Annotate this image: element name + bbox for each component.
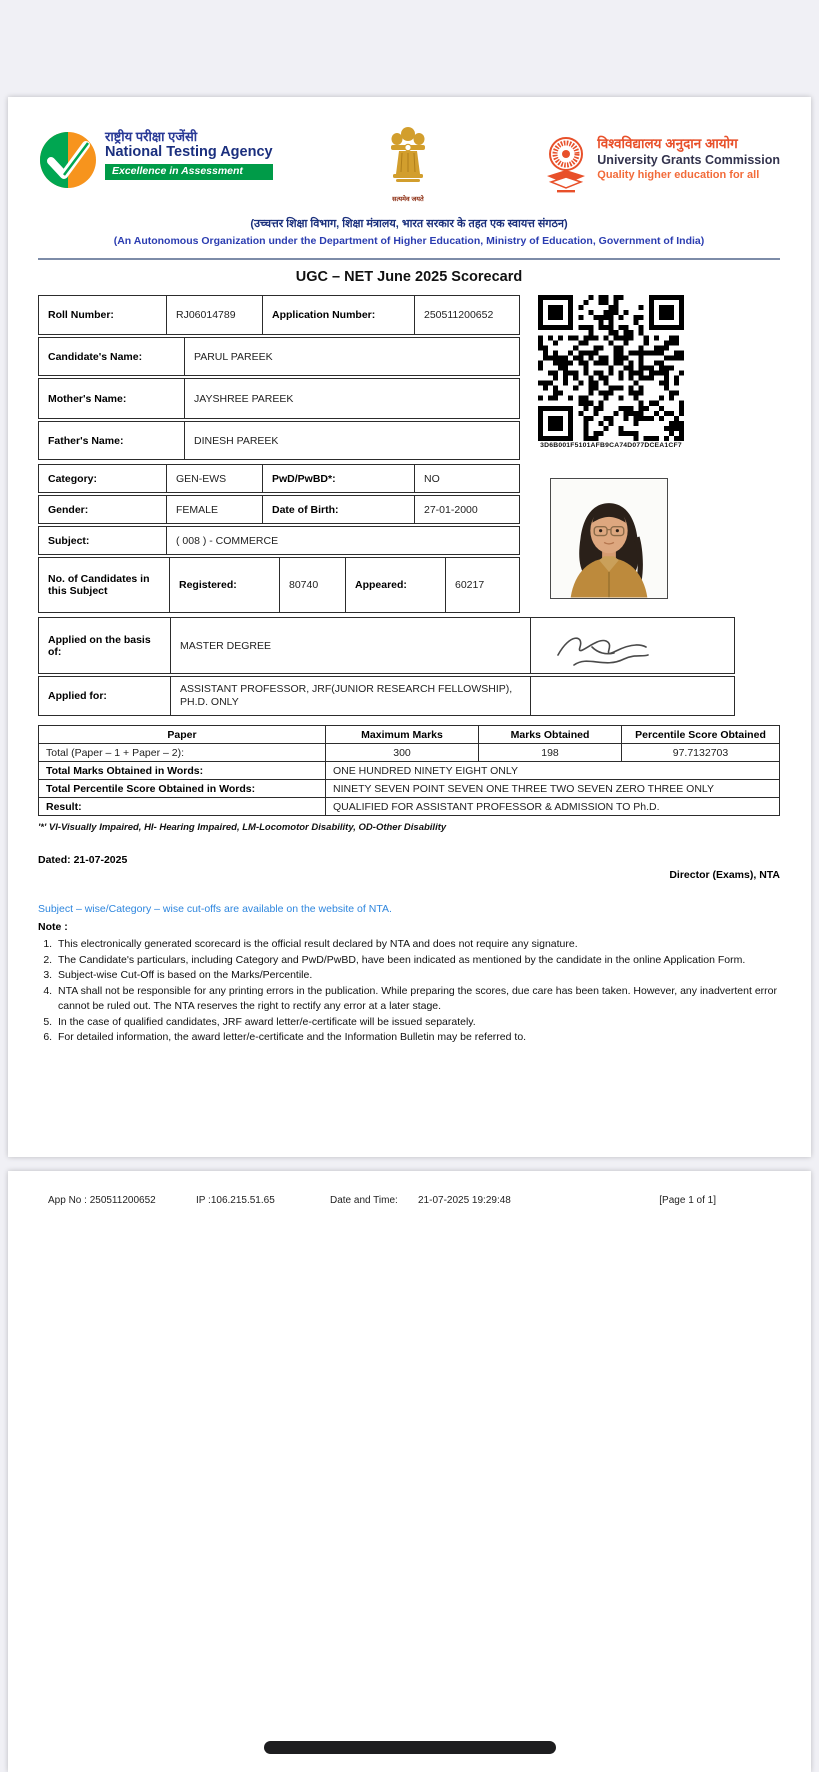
category-label: Category: — [48, 472, 98, 485]
list-item: 3. Subject-wise Cut-Off is based on the Marks/Percentile. — [55, 968, 777, 984]
percentile-words-label: Total Percentile Score Obtained in Words: — [39, 780, 326, 798]
roll-number-label: Roll Number: — [48, 309, 114, 321]
candidate-signature — [540, 625, 666, 679]
table-row — [38, 495, 520, 524]
marks-obtained-header: Marks Obtained — [479, 726, 622, 744]
father-name-label: Father's Name: — [48, 434, 124, 447]
org-line-english: (An Autonomous Organization under the Department of Higher Education, Ministry of Education, Government of India) — [113, 235, 705, 247]
percentile-words-row — [39, 780, 780, 798]
candidate-photo — [550, 478, 668, 599]
subject-label: Subject: — [48, 534, 90, 547]
emblem-caption: सत्यमेव जयते — [392, 196, 424, 203]
total-marks-words-value: ONE HUNDRED NINETY EIGHT ONLY — [326, 762, 780, 780]
maximum-marks-value: 300 — [326, 744, 479, 762]
ugc-name-english: University Grants Commission — [597, 152, 780, 167]
marks-table — [38, 725, 780, 816]
table-row — [38, 295, 520, 335]
roll-number-value: RJ06014789 — [166, 296, 262, 334]
dob-value: 27-01-2000 — [414, 496, 519, 523]
percentile-header: Percentile Score Obtained — [622, 726, 780, 744]
india-emblem-block — [385, 126, 431, 203]
appeared-value: 60217 — [445, 558, 519, 612]
org-line-hindi: (उच्चत्तर शिक्षा विभाग, शिक्षा मंत्रालय, भारत सरकार के तहत एक स्वायत्त संगठन) — [250, 218, 568, 230]
applied-for-label: Applied for: — [48, 690, 107, 702]
maximum-marks-header: Maximum Marks — [326, 726, 479, 744]
ugc-logo-icon — [543, 136, 589, 199]
notes-list — [38, 937, 777, 1046]
document-header — [38, 130, 780, 206]
candidate-name-value: PARUL PAREEK — [184, 338, 519, 375]
pwd-value: NO — [414, 465, 519, 492]
table-row — [38, 421, 520, 460]
application-number-value: 250511200652 — [414, 296, 519, 334]
gender-value: FEMALE — [166, 496, 262, 523]
datetime-value: 21-07-2025 19:29:48 — [418, 1195, 511, 1206]
table-row — [38, 676, 735, 716]
list-item: 1. This electronically generated scorecard is the official result declared by NTA and does not require any signature. — [55, 937, 777, 953]
table-row — [38, 557, 520, 613]
scorecard-page — [8, 97, 811, 1157]
gender-label: Gender: — [48, 503, 89, 516]
nta-name-hindi: राष्ट्रीय परीक्षा एजेंसी — [105, 129, 198, 144]
list-item: 6. For detailed information, the award letter/e-certificate and the Information Bulletin may be referred to. — [55, 1030, 777, 1046]
nta-tagline: Excellence in Assessment — [105, 164, 273, 180]
ashoka-emblem-icon — [385, 126, 431, 193]
candidate-name-label: Candidate's Name: — [48, 350, 143, 363]
applied-basis-label: Applied on the basis of: — [48, 633, 151, 658]
result-label: Result: — [39, 798, 326, 816]
qr-caption: 3D6B001F5101AFB9CA74D077DCEA1CF7 — [540, 442, 682, 449]
marks-words-row — [39, 762, 780, 780]
paper-header: Paper — [39, 726, 326, 744]
table-row — [38, 526, 520, 555]
registered-label: Registered: — [169, 558, 279, 612]
qr-code-block — [535, 295, 687, 449]
marks-header-row — [39, 726, 780, 744]
ugc-name-hindi: विश्वविद्यालय अनुदान आयोग — [597, 136, 738, 151]
page-number: [Page 1 of 1] — [659, 1195, 716, 1206]
home-indicator[interactable] — [264, 1741, 556, 1754]
father-name-value: DINESH PAREEK — [184, 422, 519, 459]
marks-total-row — [39, 744, 780, 762]
dob-label: Date of Birth: — [262, 496, 414, 523]
director-signatory: Director (Exams), NTA — [669, 869, 780, 881]
total-paper-label: Total (Paper – 1 + Paper – 2): — [39, 744, 326, 762]
disability-footnote: '*' VI-Visually Impaired, HI- Hearing Impaired, LM-Locomotor Disability, OD-Other Disability — [38, 822, 447, 833]
appeared-label: Appeared: — [345, 558, 445, 612]
candidates-count-label: No. of Candidates in this Subject — [48, 573, 150, 597]
qr-code — [538, 295, 684, 441]
note-heading: Note : — [38, 921, 68, 933]
nta-name-english: National Testing Agency — [105, 143, 273, 160]
header-divider — [38, 258, 780, 260]
list-item: 5. In the case of qualified candidates, JRF award letter/e-certificate will be issued separately. — [55, 1015, 777, 1031]
list-item: 2. The Candidate's particulars, including Category and PwD/PwBD, have been indicated as mentioned by the candidate in the online Application Form. — [55, 953, 777, 969]
pwd-label: PwD/PwBD*: — [262, 465, 414, 492]
mother-name-label: Mother's Name: — [48, 392, 127, 405]
table-row — [38, 337, 520, 376]
cutoff-info-link[interactable]: Subject – wise/Category – wise cut-offs are available on the website of NTA. — [38, 903, 392, 915]
marks-obtained-value: 198 — [479, 744, 622, 762]
print-footer — [8, 1195, 811, 1235]
dated-line: Dated: 21-07-2025 — [38, 854, 128, 866]
applied-for-value: ASSISTANT PROFESSOR, JRF(JUNIOR RESEARCH FELLOWSHIP), PH.D. ONLY — [170, 677, 530, 715]
app-no-footer: App No : 250511200652 — [48, 1195, 156, 1206]
ugc-logo-block — [543, 136, 780, 199]
ugc-tagline: Quality higher education for all — [597, 168, 760, 181]
table-row — [38, 378, 520, 419]
category-value: GEN-EWS — [166, 465, 262, 492]
scorecard-footer-page — [8, 1171, 811, 1772]
table-row — [38, 464, 520, 493]
application-number-label: Application Number: — [262, 296, 414, 334]
subject-value: ( 008 ) - COMMERCE — [166, 527, 519, 554]
result-value: QUALIFIED FOR ASSISTANT PROFESSOR & ADMISSION TO Ph.D. — [326, 798, 780, 816]
ip-address: IP :106.215.51.65 — [196, 1195, 275, 1206]
empty-cell — [530, 677, 734, 715]
result-row — [39, 798, 780, 816]
page-title: UGC – NET June 2025 Scorecard — [295, 269, 523, 285]
mother-name-value: JAYSHREE PAREEK — [184, 379, 519, 418]
percentile-words-value: NINETY SEVEN POINT SEVEN ONE THREE TWO SEVEN ZERO THREE ONLY — [326, 780, 780, 798]
applied-basis-value: MASTER DEGREE — [170, 618, 530, 673]
datetime-label: Date and Time: — [330, 1195, 398, 1206]
candidate-info-section — [38, 295, 780, 716]
nta-logo-block — [38, 130, 273, 195]
total-marks-words-label: Total Marks Obtained in Words: — [39, 762, 326, 780]
percentile-value: 97.7132703 — [622, 744, 780, 762]
list-item: 4. NTA shall not be responsible for any printing errors in the publication. While preparing the scores, due care has been taken. However, any inadvertent error cannot be ruled out. The NTA reserves the right to rectify any error at a later stage. — [55, 984, 777, 1015]
nta-logo-icon — [38, 130, 98, 195]
registered-value: 80740 — [279, 558, 345, 612]
